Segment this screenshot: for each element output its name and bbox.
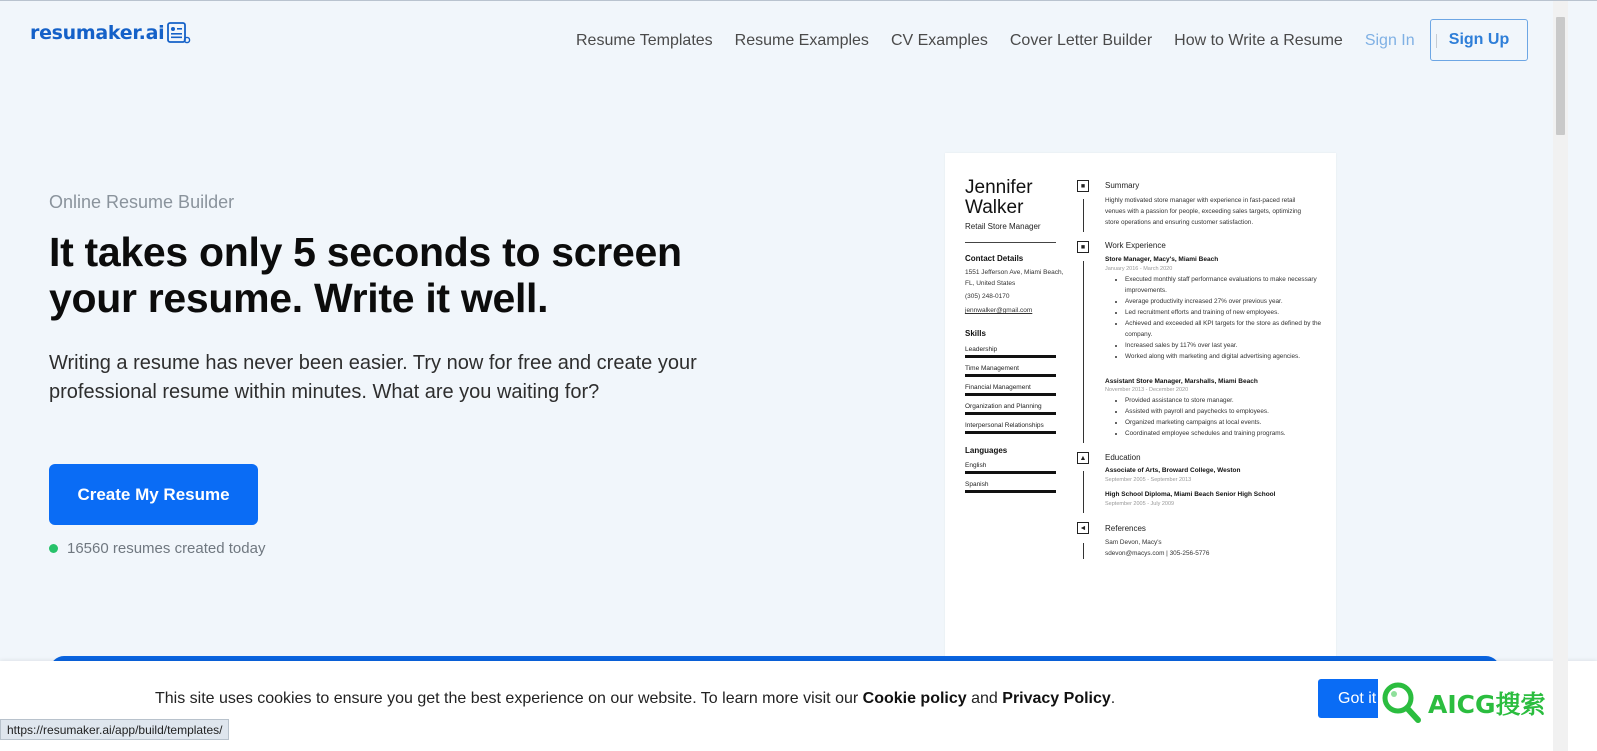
- nav-cover-letter-builder[interactable]: Cover Letter Builder: [1009, 32, 1153, 49]
- nav-resume-examples[interactable]: Resume Examples: [734, 32, 869, 49]
- resume-name-divider: [965, 242, 1056, 243]
- top-border: [0, 0, 1597, 1]
- status-bar-url: https://resumaker.ai/app/build/templates/: [0, 719, 229, 740]
- resume-counter: [49, 540, 265, 557]
- resume-work-title: Work Experience: [1105, 241, 1166, 250]
- resume-summary-title: Summary: [1105, 181, 1140, 190]
- resume-counter-text: 16560 resumes created today: [67, 540, 266, 557]
- hero-subtext: Writing a resume has never been easier. Try now for free and create your professional resume within minutes. What are you waiting for?: [49, 352, 697, 403]
- resume-job-dates: November 2013 - December 2020: [1105, 387, 1189, 393]
- resume-address: 1551 Jefferson Ave, Miami Beach, FL, United States: [965, 269, 1064, 287]
- resume-skill: Interpersonal Relationships: [965, 422, 1056, 434]
- magnifier-logo-icon: [1380, 681, 1424, 725]
- page-scrollbar[interactable]: [1553, 1, 1568, 751]
- online-status-dot-icon: [49, 544, 58, 553]
- person-icon: ■: [1077, 180, 1089, 192]
- resume-education-title-item: High School Diploma, Miami Beach Senior High School: [1105, 491, 1276, 498]
- timeline-line: [1083, 543, 1084, 559]
- resume-phone: (305) 248-0170: [965, 293, 1010, 300]
- resume-contact-title: Contact Details: [965, 254, 1024, 263]
- logo[interactable]: [30, 22, 191, 44]
- sign-in-link[interactable]: Sign In: [1364, 32, 1415, 49]
- resume-skill: Organization and Planning: [965, 403, 1056, 415]
- resume-skill: Financial Management: [965, 384, 1056, 396]
- cookie-message: This site uses cookies to ensure you get the best experience on our website. To learn more visit our Cookie policy and Privacy Policy.: [155, 690, 1116, 707]
- graduation-cap-icon: ▲: [1077, 452, 1089, 464]
- resume-summary: Highly motivated store manager with experience in fast-paced retail venues with a passion for people, exceeding sales targets, optimizing store operations and ensuring customer satisfaction.: [1105, 197, 1302, 226]
- resume-education-title: Education: [1105, 453, 1141, 462]
- nav-how-to-write[interactable]: How to Write a Resume: [1174, 32, 1343, 49]
- resume-document-icon: [167, 22, 191, 44]
- nav-cv-examples[interactable]: CV Examples: [890, 32, 988, 49]
- briefcase-icon: ■: [1077, 241, 1089, 253]
- resume-job-bullets: • Executed monthly staff performance evaluations to make necessary improvements. • Average productivity increased 27% over previous year. • Led recruitment efforts and training of new employees. • Achieved and exceeded all KPI targets for the store as defined by the company. • Increased sales by 117% over last year. • Worked along with marketing and digital advertising agencies.: [1113, 274, 1335, 362]
- resume-job-title: Assistant Store Manager, Marshalls, Miami Beach: [1105, 378, 1258, 385]
- resume-preview[interactable]: [945, 153, 1336, 673]
- resume-job-bullets: • Provided assistance to store manager. • Assisted with payroll and paychecks to employees. • Organized marketing campaigns at local events. • Coordinated employee schedules and training programs.: [1113, 395, 1335, 439]
- sign-up-button[interactable]: Sign Up: [1430, 19, 1528, 61]
- resume-education-dates: September 2005 - September 2013: [1105, 477, 1192, 483]
- cookie-banner: [0, 661, 1597, 751]
- got-it-button[interactable]: Got it: [1318, 679, 1378, 718]
- scrollbar-thumb[interactable]: [1556, 17, 1565, 135]
- resume-first-name: Jennifer: [965, 177, 1033, 198]
- resume-last-name: Walker: [965, 197, 1024, 218]
- create-my-resume-button[interactable]: Create My Resume: [49, 464, 258, 525]
- hero-eyebrow: Online Resume Builder: [49, 192, 235, 212]
- resume-language: Spanish: [965, 481, 1056, 493]
- resume-reference-name: Sam Devon, Macy's: [1105, 539, 1162, 546]
- watermark: [1380, 681, 1546, 725]
- resume-email: jennwalker@gmail.com: [965, 307, 1033, 314]
- privacy-policy-link[interactable]: Privacy Policy: [1002, 690, 1111, 707]
- logo-text: resumaker.ai: [30, 22, 165, 44]
- resume-education-dates: September 2005 - July 2009: [1105, 501, 1175, 507]
- hero-headline: It takes only 5 seconds to screen your resume. Write it well.: [49, 229, 682, 321]
- resume-reference-contact: sdevon@macys.com | 305-256-5776: [1105, 550, 1210, 557]
- resume-skill: Leadership: [965, 346, 1056, 358]
- resume-references-title: References: [1105, 524, 1146, 533]
- megaphone-icon: ◄: [1077, 522, 1089, 534]
- resume-skills-title: Skills: [965, 329, 986, 338]
- resume-language: English: [965, 462, 1056, 474]
- cookie-policy-link[interactable]: Cookie policy: [862, 690, 967, 707]
- main-nav: [576, 32, 1458, 50]
- resume-job-title: Store Manager, Macy's, Miami Beach: [1105, 256, 1219, 263]
- resume-job-dates: January 2016 - March 2020: [1105, 266, 1173, 272]
- resume-languages-title: Languages: [965, 446, 1008, 455]
- nav-resume-templates[interactable]: Resume Templates: [576, 32, 713, 49]
- timeline-line: [1083, 261, 1084, 443]
- timeline-line: [1083, 471, 1084, 513]
- resume-skill: Time Management: [965, 365, 1056, 377]
- resume-education-title-item: Associate of Arts, Broward College, Weston: [1105, 467, 1241, 474]
- timeline-line: [1083, 199, 1084, 232]
- resume-role: Retail Store Manager: [965, 222, 1041, 231]
- watermark-text: AICG搜索: [1428, 690, 1546, 719]
